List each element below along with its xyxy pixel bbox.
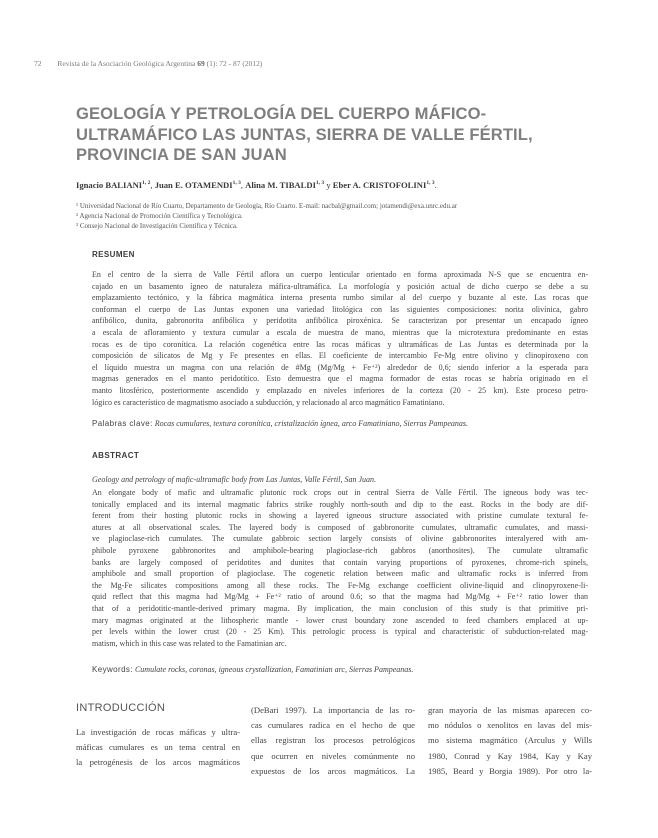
resumen-heading: RESUMEN (92, 250, 135, 259)
abstract-line: that of a peridotitic-mantle-derived primary magma. By implication, the main conclusion of this study is that primitive pri- (92, 603, 588, 613)
intro-line: mo sistema magmático (Arculus y Wills (428, 735, 592, 746)
abstract-line: per levels within the lower crust (20 - 25 Km). This petrologic process is typical and characteristic of subduction-related mag- (92, 627, 588, 637)
running-head (34, 59, 262, 68)
introduccion-heading: INTRODUCCIÓN (76, 702, 166, 714)
resumen-line: rocas es de tipo coronítica. La relación cogenética entre las rocas máficas y ultramáficas de Las Juntas es determinada por la (92, 339, 588, 349)
resumen-line: conforman el cuerpo de Las Juntas exponen una variedad litológica con las siguientes composiciones: norita olivínica, gabro (92, 304, 588, 314)
resumen-line: lógico es característico de magmatismo asociado a subducción, y relacionado al arco magmático Famatiniano. (92, 397, 445, 407)
article-title (76, 104, 596, 166)
intro-line: ellas registran los procesos petrológicos (251, 735, 415, 746)
intro-line: La investigación de rocas máficas y ultra- (76, 727, 240, 737)
title-line: ULTRAMÁFICO LAS JUNTAS, SIERRA DE VALLE FÉRTIL, (76, 124, 533, 144)
author-name: Alina M. TIBALDI (245, 180, 316, 190)
keywords-text: Cumulate rocks, coronas, igneous crystallization, Famatinian arc, Sierras Pampeanas. (134, 665, 414, 674)
affiliation-line: ³ Consejo Nacional de Investigación Científica y Técnica. (76, 222, 238, 231)
title-line: GEOLOGÍA Y PETROLOGÍA DEL CUERPO MÁFICO- (76, 104, 487, 123)
abstract-line: matism, which in this case was related to the Famatinian arc. (92, 638, 287, 648)
resumen-line: emplazamiento tectónico, y la fábrica magmática interna presenta rumbo similar al del cuerpo y buzante al este. Las rocas que (92, 293, 588, 303)
author-list: Ignacio BALIANI$^{1, 2}$, Juan E. OTAMENDI$^{1, 3}$, Alina M. TIBALDI$^{1, 3}$ y Eber A. CRISTOFOLINI$^{1, 3}$. (76, 180, 437, 190)
abstract-english-title: Geology and petrology of mafic-ultramafic body from Las Juntas, Valle Fértil, San Juan. (92, 475, 377, 484)
intro-column-2 (251, 703, 415, 779)
abstract-line: atures at all observational scales. The layered body is composed of gabbronorite cumulates, ultramafic cumulates, and massi- (92, 522, 588, 532)
author-affil-ref: 1, 3 (232, 180, 241, 187)
intro-column-1 (76, 725, 240, 771)
intro-line: la petrogénesis de los arcos magmáticos (76, 757, 240, 768)
abstract-line: the Mg-Fe silicates compositions among all these rocks. The Fe-Mg exchange coefficient olivine-liquid and clinopyroxene-li- (92, 580, 588, 590)
abstract-heading: ABSTRACT (92, 451, 140, 460)
abstract-body (92, 487, 588, 649)
intro-column-3 (428, 703, 592, 779)
abstract-line: amphibole and small proportion of plagioclase. The cogenetic relation between mafic and ultramafic rocks is inferred from (92, 569, 588, 579)
intro-line: (DeBari 1997). La importancia de las ro- (251, 705, 415, 715)
abstract-line: banks are largely composed of peridotites and dunites that contain varying proportions of pyroxenes, chrome-rich spinels, (92, 557, 588, 567)
abstract-line: An elongate body of mafic and ultramafic plutonic rock crops out in central Sierra de Valle Fértil. The igneous body was tec- (92, 488, 588, 497)
resumen-keywords (92, 419, 588, 428)
affiliation-line: ² Agencia Nacional de Promoción Científica y Tecnológica. (76, 212, 243, 221)
resumen-line: a escala de afloramiento y textura cumular a escala de muestra de mano, mientras que la microtextura predominante en estas (92, 327, 588, 337)
resumen-line: composición de silicatos de Mg y Fe presentes en ellas. El coeficiente de intercambio Fe-Mg entre olivino y clinopiroxeno con (92, 351, 588, 361)
intro-line: 1980, Conrad y Kay 1984, Kay y Kay (428, 750, 592, 761)
resumen-line: manto litosférico, posteriormente ascendido y emplazado en niveles inferiores de la corteza (20 - 25 km). Este proceso petro- (92, 385, 588, 395)
keywords-label: Keywords: (92, 665, 133, 674)
resumen-line: En el centro de la sierra de Valle Fértil aflora un cuerpo lenticular orientado en forma aproximada N-S que se encuentra en- (92, 270, 588, 279)
author-name: Juan E. OTAMENDI (154, 180, 233, 190)
intro-line: 1985, Beard y Borgia 1989). Por otro la- (428, 765, 592, 776)
abstract-line: tonically emplaced and its internal magmatic fabrics strike roughly north-south and dip to the east. Rocks in the body are dif- (92, 499, 588, 509)
intro-line: gran mayoría de las mismas aparecen co- (428, 705, 592, 715)
abstract-section (92, 451, 588, 460)
author-affil-ref: 1, 3 (315, 180, 325, 187)
author-affil-ref: 1, 2 (142, 180, 151, 187)
author-name: Eber A. CRISTOFOLINI (332, 180, 427, 190)
abstract-keywords (92, 665, 588, 674)
journal-name: Revista de la Asociación Geológica Argentina (57, 59, 196, 68)
abstract-line: quid reflect that this magma had Mg/Mg + Fe⁺² ratio of around 0.6; so that the magma had Mg/Mg + Fe⁺² ratio lower than (92, 592, 588, 602)
abstract-line: phibole pyroxene gabbronorites and amphibole-bearing plagioclase-rich gabbros (anorthosites). The cumulate ultramafic (92, 545, 588, 555)
intro-line: que ocurren en niveles comúnmente no (251, 750, 415, 761)
resumen-line: el líquido muestra un magma con una relación de #Mg (Mg/Mg + Fe⁺²) alrededor de 0,6; siendo inferior a la esperada para (92, 362, 588, 372)
resumen-line: anfibólico, dunita, gabronorita anfibólica y peridotita anfibólica piroxénica. Se caracterizan por presentar un encapado ígneo (92, 316, 588, 326)
intro-line: mo nódulos o xenolitos en lavas del mis- (428, 720, 592, 731)
resumen-line: cajado en un basamento ígneo de naturaleza máfica-ultramáfica. La morfología y posición actual de dicho cuerpo se debe a su (92, 281, 588, 291)
affiliations (76, 201, 457, 232)
abstract-line: mary magmas originated at the lithospheric mantle - lower crust boundary zone ascended to feed chambers emplaced at up- (92, 615, 588, 625)
affiliation-line: ¹ Universidad Nacional de Río Cuarto, Departamento de Geología, Río Cuarto. E-mail: nacbal@gmail.com; jotamendi@exa.unrc.edu.ar (76, 202, 458, 210)
page-number: 72 (34, 59, 42, 68)
journal-issue-pages: (1): 72 - 87 (2012) (206, 59, 263, 68)
intro-line: máficas cumulares es un tema central en (76, 742, 240, 753)
keywords-text: Rocas cumulares, textura coronítica, cristalización ígnea, arco Famatiniano, Sierras Pampeanas. (154, 419, 468, 428)
author-joiner: y (326, 180, 331, 190)
author-name: Ignacio BALIANI (76, 180, 143, 190)
resumen-line: magmas generados en el manto peridotítico. Esto demuestra que el magma formador de estas rocas se habría originado en el (92, 374, 588, 384)
abstract-line: ferent from their hosting plutonic rocks in showing a layered igneous structure associated with pristine cumulate textural fe- (92, 511, 588, 521)
author-affil-ref: 1, 3 (426, 180, 435, 187)
resumen-section (92, 250, 588, 259)
abstract-line: ve plagioclase-rich cumulates. The cumulate gabbroic section largely consists of olivine gabbronorites interalyered with am- (92, 534, 588, 544)
journal-volume: 69 (197, 59, 205, 68)
keywords-label: Palabras clave: (92, 419, 153, 428)
intro-line: cas cumulares radica en el hecho de que (251, 720, 415, 731)
title-line: PROVINCIA DE SAN JUAN (76, 145, 287, 164)
intro-line: expuestos de los arcos magmáticos. La (251, 765, 415, 776)
resumen-body (92, 269, 588, 408)
